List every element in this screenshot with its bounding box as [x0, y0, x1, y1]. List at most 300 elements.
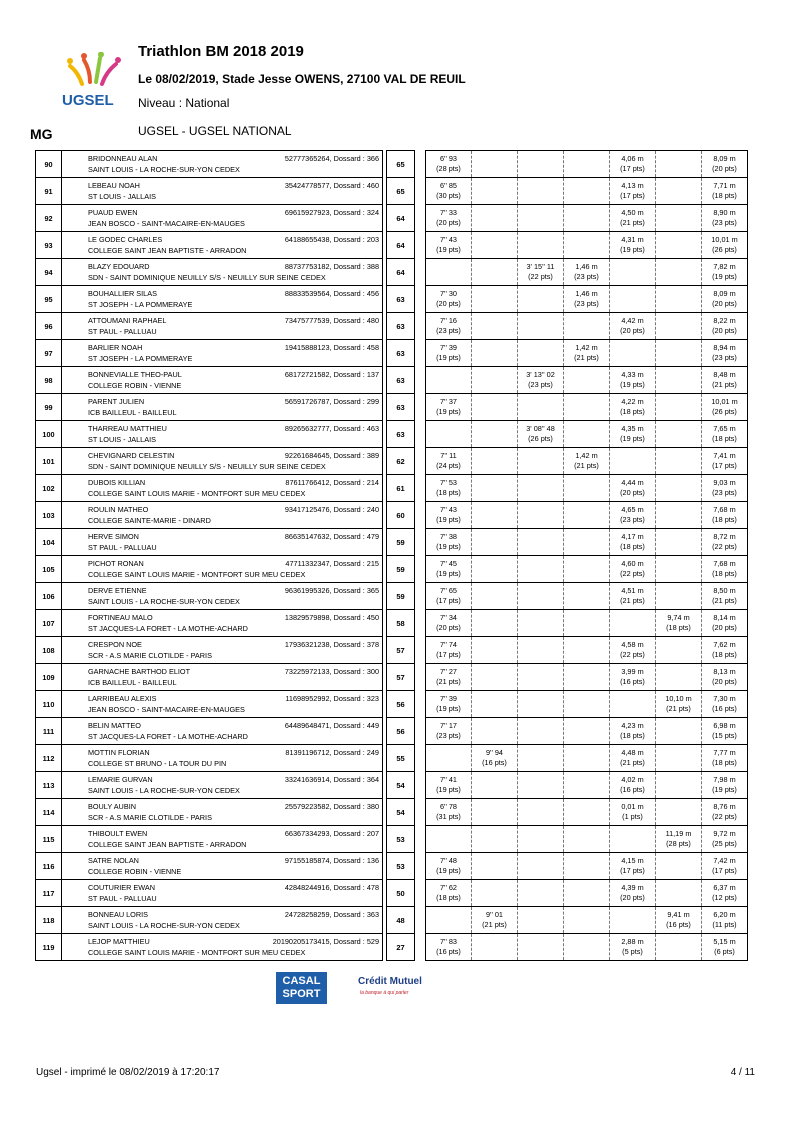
event-points: (21 pts) — [666, 704, 691, 713]
spacer — [415, 691, 426, 718]
rank-cell: 93 — [36, 232, 62, 259]
event-cell — [472, 745, 518, 772]
athlete-name: THIBOULT EWEN — [88, 829, 148, 838]
athlete-school: COLLEGE SAINTE-MARIE - DINARD — [88, 516, 211, 525]
event-performance: 4,06 m — [621, 154, 644, 163]
event-points: (20 pts) — [436, 299, 461, 308]
spacer — [415, 664, 426, 691]
event-performance: 4,33 m — [621, 370, 644, 379]
athlete-school: ST JOSEPH - LA POMMERAYE — [88, 354, 193, 363]
event-cell — [610, 610, 656, 637]
event-points: (25 pts) — [712, 839, 737, 848]
event-cell — [472, 880, 518, 907]
event-cell — [564, 502, 610, 529]
athlete-school: ST JOSEPH - LA POMMERAYE — [88, 300, 193, 309]
total-points-cell: 64 — [387, 232, 415, 259]
event-performance: 7'' 30 — [440, 289, 457, 298]
spacer — [415, 880, 426, 907]
total-points-cell: 63 — [387, 421, 415, 448]
rank-cell: 119 — [36, 934, 62, 961]
event-cell — [426, 853, 472, 880]
athlete-name: BONNEVIALLE THEO-PAUL — [88, 370, 182, 379]
event-cell — [656, 772, 702, 799]
spacer — [415, 448, 426, 475]
rank-cell: 105 — [36, 556, 62, 583]
event-points: (16 pts) — [666, 920, 691, 929]
table-row — [36, 583, 748, 610]
event-cell — [656, 205, 702, 232]
athlete-name: CHEVIGNARD CELESTIN — [88, 451, 175, 460]
event-cell — [656, 178, 702, 205]
table-row — [36, 286, 748, 313]
table-row — [36, 529, 748, 556]
event-cell — [564, 610, 610, 637]
event-cell — [472, 232, 518, 259]
event-cell — [518, 205, 564, 232]
event-cell — [656, 367, 702, 394]
event-cell — [564, 772, 610, 799]
event-cell — [610, 151, 656, 178]
event-cell — [702, 934, 748, 961]
event-points: (18 pts) — [436, 488, 461, 497]
athlete-name: LARRIBEAU ALEXIS — [88, 694, 157, 703]
event-cell — [656, 259, 702, 286]
athlete-id: 92261684645, Dossard : 389 — [284, 451, 379, 460]
event-cell — [702, 151, 748, 178]
event-points: (23 pts) — [712, 353, 737, 362]
table-row — [36, 394, 748, 421]
event-cell — [426, 448, 472, 475]
event-cell — [610, 853, 656, 880]
spacer — [415, 907, 426, 934]
event-cell — [702, 799, 748, 826]
athlete-name: CRESPON NOE — [88, 640, 142, 649]
event-cell — [610, 772, 656, 799]
event-cell — [518, 556, 564, 583]
athlete-id: 42848244916, Dossard : 478 — [284, 883, 379, 892]
event-cell — [564, 583, 610, 610]
rank-cell: 108 — [36, 637, 62, 664]
athlete-cell — [62, 448, 383, 475]
athlete-cell — [62, 151, 383, 178]
athlete-cell — [62, 664, 383, 691]
event-performance: 9,72 m — [713, 829, 736, 838]
total-points-cell: 59 — [387, 583, 415, 610]
rank-cell: 114 — [36, 799, 62, 826]
rank-cell: 109 — [36, 664, 62, 691]
event-performance: 4,22 m — [621, 397, 644, 406]
table-row — [36, 718, 748, 745]
athlete-cell — [62, 610, 383, 637]
total-points-cell: 65 — [387, 151, 415, 178]
event-cell — [656, 286, 702, 313]
event-performance: 6'' 85 — [440, 181, 457, 190]
event-performance: 7'' 34 — [440, 613, 457, 622]
event-points: (23 pts) — [620, 515, 645, 524]
event-points: (20 pts) — [712, 677, 737, 686]
event-cell — [426, 340, 472, 367]
event-performance: 8,90 m — [713, 208, 736, 217]
event-performance: 0,01 m — [621, 802, 644, 811]
rank-cell: 103 — [36, 502, 62, 529]
event-cell — [656, 502, 702, 529]
athlete-school: COLLEGE ROBIN - VIENNE — [88, 381, 182, 390]
event-cell — [426, 232, 472, 259]
athlete-id: 20190205173415, Dossard : 529 — [272, 937, 379, 946]
event-cell — [702, 853, 748, 880]
total-points-cell: 63 — [387, 394, 415, 421]
event-performance: 8,13 m — [713, 667, 736, 676]
event-points: (19 pts) — [436, 407, 461, 416]
organization-label: UGSEL - UGSEL NATIONAL — [138, 124, 292, 138]
event-points: (22 pts) — [620, 569, 645, 578]
spacer — [415, 772, 426, 799]
total-points-cell: 59 — [387, 556, 415, 583]
athlete-school: ST PAUL - PALLUAU — [88, 543, 157, 552]
table-row — [36, 340, 748, 367]
event-performance: 1,42 m — [575, 343, 598, 352]
event-cell — [518, 799, 564, 826]
event-cell — [656, 745, 702, 772]
event-cell — [518, 502, 564, 529]
total-points-cell: 60 — [387, 502, 415, 529]
event-cell — [426, 664, 472, 691]
spacer — [415, 205, 426, 232]
athlete-name: MOTTIN FLORIAN — [88, 748, 150, 757]
athlete-name: PICHOT RONAN — [88, 559, 144, 568]
event-points: (21 pts) — [482, 920, 507, 929]
athlete-id: 68172721582, Dossard : 137 — [284, 370, 379, 379]
event-performance: 7,41 m — [713, 451, 736, 460]
total-points-cell: 57 — [387, 664, 415, 691]
athlete-id: 93417125476, Dossard : 240 — [284, 505, 379, 514]
event-cell — [426, 610, 472, 637]
athlete-name: LE GODEC CHARLES — [88, 235, 163, 244]
rank-cell: 96 — [36, 313, 62, 340]
athlete-name: ATTOUMANI RAPHAEL — [88, 316, 167, 325]
event-cell — [472, 907, 518, 934]
athlete-cell — [62, 475, 383, 502]
event-performance: 8,72 m — [713, 532, 736, 541]
spacer — [415, 718, 426, 745]
athlete-name: ROULIN MATHEO — [88, 505, 149, 514]
event-performance: 7'' 62 — [440, 883, 457, 892]
event-performance: 7,68 m — [713, 559, 736, 568]
spacer — [415, 286, 426, 313]
event-cell — [564, 394, 610, 421]
event-performance: 9,41 m — [667, 910, 690, 919]
event-performance: 10,10 m — [665, 694, 692, 703]
athlete-cell — [62, 367, 383, 394]
event-cell — [656, 421, 702, 448]
event-cell — [564, 286, 610, 313]
event-cell — [472, 826, 518, 853]
athlete-name: BONNEAU LORIS — [88, 910, 149, 919]
event-points: (23 pts) — [574, 272, 599, 281]
event-points: (20 pts) — [712, 164, 737, 173]
event-performance: 3,99 m — [621, 667, 644, 676]
event-cell — [610, 583, 656, 610]
event-cell — [702, 394, 748, 421]
athlete-name: BELIN MATTEO — [88, 721, 141, 730]
event-points: (23 pts) — [574, 299, 599, 308]
event-cell — [702, 286, 748, 313]
event-cell — [702, 691, 748, 718]
event-cell — [564, 313, 610, 340]
athlete-cell — [62, 907, 383, 934]
event-cell — [656, 583, 702, 610]
spacer — [415, 367, 426, 394]
athlete-id: 86635147632, Dossard : 479 — [284, 532, 379, 541]
event-points: (16 pts) — [436, 947, 461, 956]
event-points: (22 pts) — [712, 542, 737, 551]
athlete-id: 25579223582, Dossard : 380 — [284, 802, 379, 811]
event-points: (23 pts) — [712, 488, 737, 497]
event-cell — [610, 637, 656, 664]
athlete-name: BLAZY EDOUARD — [88, 262, 150, 271]
event-performance: 8,76 m — [713, 802, 736, 811]
event-cell — [472, 556, 518, 583]
event-cell — [610, 691, 656, 718]
athlete-school: COLLEGE ST BRUNO - LA TOUR DU PIN — [88, 759, 227, 768]
event-performance: 7'' 65 — [440, 586, 457, 595]
event-performance: 9'' 01 — [486, 910, 503, 919]
event-cell — [564, 475, 610, 502]
event-performance: 7'' 39 — [440, 694, 457, 703]
event-points: (18 pts) — [712, 434, 737, 443]
table-row — [36, 367, 748, 394]
athlete-id: 13829579898, Dossard : 450 — [284, 613, 379, 622]
event-cell — [518, 286, 564, 313]
event-points: (20 pts) — [620, 893, 645, 902]
event-cell — [472, 610, 518, 637]
event-cell — [702, 340, 748, 367]
event-performance: 8,14 m — [713, 613, 736, 622]
rank-cell: 106 — [36, 583, 62, 610]
athlete-id: 89265632777, Dossard : 463 — [284, 424, 379, 433]
event-performance: 6,98 m — [713, 721, 736, 730]
event-performance: 7'' 39 — [440, 343, 457, 352]
rank-cell: 112 — [36, 745, 62, 772]
table-row — [36, 880, 748, 907]
table-row — [36, 799, 748, 826]
event-cell — [610, 718, 656, 745]
event-cell — [610, 664, 656, 691]
athlete-cell — [62, 205, 383, 232]
rank-cell: 92 — [36, 205, 62, 232]
event-points: (21 pts) — [712, 596, 737, 605]
athlete-id: 24728258259, Dossard : 363 — [284, 910, 379, 919]
event-points: (18 pts) — [620, 731, 645, 740]
spacer — [415, 475, 426, 502]
athlete-cell — [62, 637, 383, 664]
athlete-school: SAINT LOUIS - LA ROCHE-SUR-YON CEDEX — [88, 921, 240, 930]
event-cell — [426, 286, 472, 313]
event-performance: 4,39 m — [621, 883, 644, 892]
event-performance: 4,31 m — [621, 235, 644, 244]
event-cell — [426, 880, 472, 907]
event-cell — [426, 907, 472, 934]
event-points: (22 pts) — [620, 650, 645, 659]
table-row — [36, 313, 748, 340]
athlete-name: BRIDONNEAU ALAN — [88, 154, 158, 163]
table-row — [36, 475, 748, 502]
event-performance: 8,48 m — [713, 370, 736, 379]
event-cell — [518, 259, 564, 286]
event-cell — [656, 826, 702, 853]
event-performance: 7,98 m — [713, 775, 736, 784]
event-cell — [426, 637, 472, 664]
event-performance: 3' 13'' 02 — [526, 370, 555, 379]
athlete-school: COLLEGE ROBIN - VIENNE — [88, 867, 182, 876]
athlete-cell — [62, 772, 383, 799]
event-cell — [702, 772, 748, 799]
event-cell — [702, 367, 748, 394]
event-performance: 4,60 m — [621, 559, 644, 568]
table-row — [36, 151, 748, 178]
event-venue: Le 08/02/2019, Stade Jesse OWENS, 27100 VAL DE REUIL — [138, 72, 466, 86]
table-row — [36, 907, 748, 934]
table-row — [36, 853, 748, 880]
athlete-school: ST PAUL - PALLUAU — [88, 327, 157, 336]
event-points: (21 pts) — [620, 218, 645, 227]
event-performance: 3' 08'' 48 — [526, 424, 555, 433]
event-points: (20 pts) — [620, 326, 645, 335]
event-cell — [656, 313, 702, 340]
event-performance: 9'' 94 — [486, 748, 503, 757]
athlete-school: SCR - A.S MARIE CLOTILDE - PARIS — [88, 813, 212, 822]
event-performance: 8,94 m — [713, 343, 736, 352]
event-cell — [656, 718, 702, 745]
event-performance: 7'' 33 — [440, 208, 457, 217]
event-performance: 1,42 m — [575, 451, 598, 460]
event-cell — [656, 880, 702, 907]
rank-cell: 94 — [36, 259, 62, 286]
athlete-cell — [62, 232, 383, 259]
athlete-id: 56591726787, Dossard : 299 — [284, 397, 379, 406]
event-points: (31 pts) — [436, 812, 461, 821]
event-cell — [472, 502, 518, 529]
table-row — [36, 232, 748, 259]
event-cell — [472, 259, 518, 286]
table-row — [36, 259, 748, 286]
event-cell — [426, 475, 472, 502]
total-points-cell: 53 — [387, 853, 415, 880]
event-cell — [702, 637, 748, 664]
event-points: (21 pts) — [574, 461, 599, 470]
casal-sport-logo — [276, 972, 327, 1004]
event-cell — [426, 799, 472, 826]
athlete-name: GARNACHE BARTHOD ELIOT — [88, 667, 191, 676]
event-points: (6 pts) — [714, 947, 735, 956]
event-cell — [702, 556, 748, 583]
spacer — [415, 610, 426, 637]
event-cell — [610, 394, 656, 421]
athlete-id: 96361995326, Dossard : 365 — [284, 586, 379, 595]
event-performance: 7'' 43 — [440, 505, 457, 514]
event-cell — [656, 799, 702, 826]
event-performance: 9,74 m — [667, 613, 690, 622]
event-points: (22 pts) — [712, 812, 737, 821]
spacer — [415, 178, 426, 205]
rank-cell: 118 — [36, 907, 62, 934]
event-cell — [518, 340, 564, 367]
table-row — [36, 421, 748, 448]
event-cell — [564, 259, 610, 286]
event-cell — [610, 178, 656, 205]
event-points: (19 pts) — [712, 785, 737, 794]
event-cell — [702, 502, 748, 529]
event-cell — [564, 664, 610, 691]
spacer — [415, 259, 426, 286]
event-points: (28 pts) — [666, 839, 691, 848]
event-performance: 8,09 m — [713, 289, 736, 298]
event-cell — [656, 529, 702, 556]
athlete-school: SDN - SAINT DOMINIQUE NEUILLY S/S - NEUILLY SUR SEINE CEDEX — [88, 462, 326, 471]
event-cell — [472, 772, 518, 799]
event-cell — [702, 421, 748, 448]
event-cell — [564, 448, 610, 475]
athlete-cell — [62, 394, 383, 421]
spacer — [415, 313, 426, 340]
spacer — [415, 745, 426, 772]
athlete-name: HERVE SIMON — [88, 532, 139, 541]
event-cell — [610, 880, 656, 907]
event-points: (21 pts) — [620, 758, 645, 767]
total-points-cell: 54 — [387, 772, 415, 799]
athlete-school: COLLEGE SAINT LOUIS MARIE - MONTFORT SUR MEU CEDEX — [88, 489, 306, 498]
total-points-cell: 53 — [387, 826, 415, 853]
event-cell — [564, 880, 610, 907]
spacer — [415, 556, 426, 583]
event-points: (19 pts) — [712, 272, 737, 281]
athlete-name: DERVE ETIENNE — [88, 586, 147, 595]
event-performance: 8,09 m — [713, 154, 736, 163]
athlete-name: BOUHALLIER SILAS — [88, 289, 157, 298]
athlete-school: ICB BAILLEUL - BAILLEUL — [88, 408, 177, 417]
page-title: Triathlon BM 2018 2019 — [138, 43, 304, 60]
athlete-id: 11698952992, Dossard : 323 — [285, 694, 379, 703]
athlete-school: ICB BAILLEUL - BAILLEUL — [88, 678, 177, 687]
event-cell — [472, 205, 518, 232]
event-cell — [702, 529, 748, 556]
spacer — [415, 340, 426, 367]
athlete-name: BARLIER NOAH — [88, 343, 143, 352]
athlete-school: SAINT LOUIS - LA ROCHE-SUR-YON CEDEX — [88, 597, 240, 606]
event-performance: 4,44 m — [621, 478, 644, 487]
event-cell — [472, 448, 518, 475]
event-cell — [564, 340, 610, 367]
rank-cell: 97 — [36, 340, 62, 367]
event-cell — [472, 799, 518, 826]
event-points: (20 pts) — [620, 488, 645, 497]
casal-line-2: SPORT — [282, 988, 321, 1000]
total-points-cell: 63 — [387, 340, 415, 367]
rank-cell: 90 — [36, 151, 62, 178]
event-points: (19 pts) — [620, 245, 645, 254]
event-performance: 4,15 m — [621, 856, 644, 865]
spacer — [415, 502, 426, 529]
athlete-name: LEMARIE GURVAN — [88, 775, 153, 784]
athlete-name: LEJOP MATTHIEU — [88, 937, 150, 946]
total-points-cell: 64 — [387, 259, 415, 286]
event-points: (19 pts) — [436, 785, 461, 794]
rank-cell: 113 — [36, 772, 62, 799]
event-points: (19 pts) — [436, 245, 461, 254]
event-cell — [426, 934, 472, 961]
event-points: (23 pts) — [712, 218, 737, 227]
event-points: (17 pts) — [712, 866, 737, 875]
